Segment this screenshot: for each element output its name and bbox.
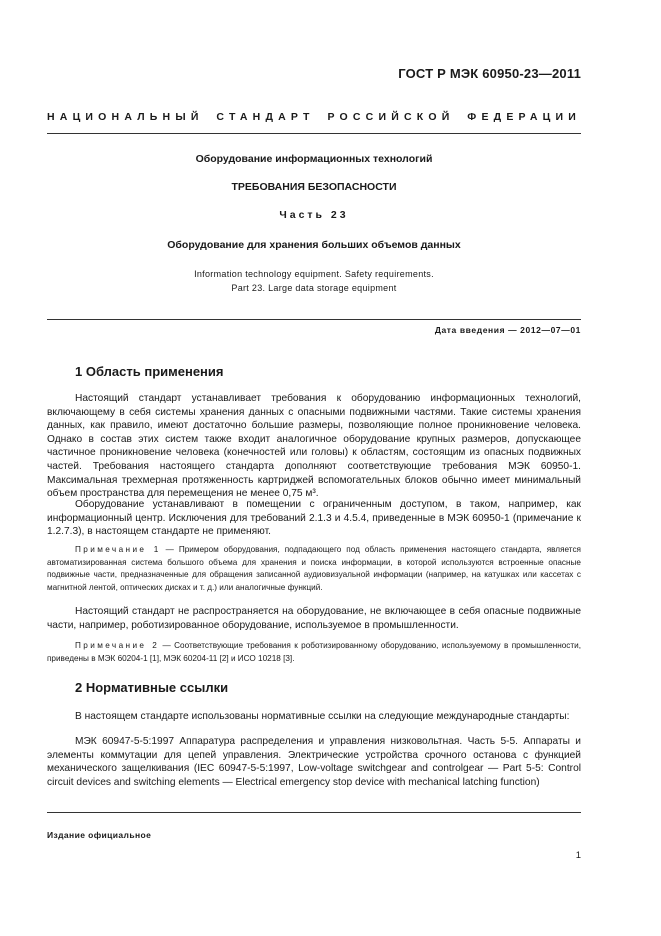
paragraph: [47, 735, 581, 789]
title-english-line: Information technology equipment. Safety requirements.: [194, 269, 434, 279]
title-line: Оборудование информационных технологий: [195, 153, 433, 165]
note-text: — Примером оборудования, подпадающего под область применения настоящего стандарта, является автоматизированная система большого объема для хранения и поиска информации, в которой используются встроенные опасные подвижные части, предназначенные для обращения записанной аудиовизуальной информации (например, на катушках или кассетах с магнитной лентой, оптических дисках и т. д.) или аналогичные функций.: [47, 545, 581, 592]
paragraph-text: Оборудование устанавливают в помещении с ограниченным доступом, в таком, например, как информационный центр. Исключения для требований 2.1.3 и 4.5.4, приведенные в МЭК 60950-1 (примечание к 1.2.7.3), в настоящем стандарте не применяют.: [47, 499, 581, 538]
divider: [47, 133, 581, 134]
banner-word: НАЦИОНАЛЬНЫЙ: [47, 111, 204, 123]
paragraph-text: Настоящий стандарт устанавливает требования к оборудованию информационных технологий, включающему в себя системы хранения данных с опасными подвижными частями. Такие системы хранения данных, как правило, имеют достаточно большие размеры, позволяющие полное проникновение человека. Однако в состав этих систем также входит аналогичное оборудование крупных размеров, допускающее частичное проникновение человека (конечностей или головы) к областям, состоящим из опасных подвижных частей. Требования настоящего стандарта дополняют соответствующие требования МЭК 60950-1. Максимальная трехмерная протяженность картриджей вспомогательных блоков обычно имеет минимальный объем пространства для перемещения не менее 0,75 м³.: [47, 393, 581, 500]
edition-label: Издание официальное: [47, 830, 152, 840]
note-text: — Соответствующие требования к роботизированному оборудованию, используемому в промышленности, приведены в МЭК 60204-1 [1], МЭК 60204-11 [2] и ИСО 10218 [3].: [47, 641, 581, 663]
paragraph: [47, 710, 581, 724]
banner-word: СТАНДАРТ: [216, 111, 315, 123]
note-label: Примечание 1: [75, 545, 161, 554]
paragraph-text: В настоящем стандарте использованы нормативные ссылки на следующие международные стандарты:: [75, 711, 570, 722]
title-english-line: Part 23. Large data storage equipment: [231, 282, 397, 293]
title-part: Часть 23: [279, 209, 349, 221]
document-number: ГОСТ Р МЭК 60950-23—2011: [398, 66, 581, 81]
divider: [47, 319, 581, 320]
paragraph: [47, 392, 581, 501]
banner-word: ФЕДЕРАЦИИ: [467, 111, 581, 123]
section-heading: 2 Нормативные ссылки: [75, 680, 229, 695]
title-english: [47, 268, 581, 295]
section-heading: 1 Область применения: [75, 364, 224, 379]
national-standard-banner: [47, 111, 581, 123]
title-main: ТРЕБОВАНИЯ БЕЗОПАСНОСТИ: [231, 181, 397, 193]
divider: [47, 812, 581, 813]
introduction-date: Дата введения — 2012—07—01: [434, 325, 581, 335]
paragraph-text: Настоящий стандарт не распространяется на оборудование, не включающее в себя опасные подвижные части, например, роботизированное оборудование, используемое в промышленности.: [47, 606, 581, 631]
note: [47, 640, 581, 665]
paragraph-text: МЭК 60947-5-5:1997 Аппаратура распределения и управления низковольтная. Часть 5-5. Аппараты и элементы коммутации для цепей управления. Электрические устройства срочного останова с функцией механического защелкивания (IEC 60947-5-5:1997, Low-voltage switchgear and controlgear — Part 5-5: Control circuit devices and switching elements — Electrical emergency stop device with mechanical latching function): [47, 736, 581, 788]
title-subtitle: Оборудование для хранения больших объемов данных: [167, 239, 461, 251]
banner-word: РОССИЙСКОЙ: [327, 111, 455, 123]
page-number: 1: [575, 850, 581, 861]
paragraph: [47, 605, 581, 632]
note-label: Примечание 2: [75, 641, 160, 650]
paragraph: [47, 498, 581, 539]
note: [47, 544, 581, 594]
